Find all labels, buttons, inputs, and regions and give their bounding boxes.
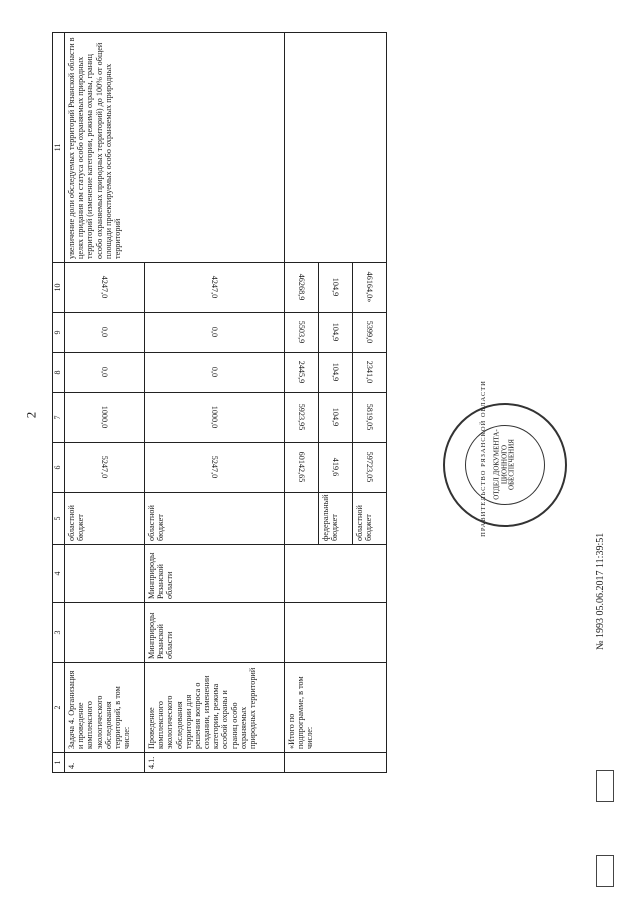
executor: Минприроды Рязанской области — [144, 545, 284, 603]
year-amount: 5399,0 — [352, 313, 386, 353]
stamp-ring-text: ПРАВИТЕЛЬСТВО РЯЗАНСКОЙ ОБЛАСТИ — [479, 380, 487, 537]
year-amount: 5503,9 — [284, 313, 318, 353]
total-amount: 5247,0 — [64, 443, 144, 493]
program-table — [52, 32, 387, 773]
executor — [64, 545, 144, 603]
responsible — [64, 603, 144, 663]
funding-source: областной бюджет — [352, 493, 386, 545]
year-amount: 0,0 — [64, 353, 144, 393]
total-amount: 60142,65 — [284, 443, 318, 493]
task-name: Проведение комплексного экологического обследования территории для решения вопроса о создании, изменении категории, режима особой охраны и границ особо охраняемых природных территорий — [144, 663, 284, 753]
header-cell: 7 — [53, 393, 65, 443]
total-label: «Итого по подпрограмме, в том числе: — [284, 663, 386, 753]
official-stamp — [443, 403, 567, 527]
year-amount: 0,0 — [144, 353, 284, 393]
row-number: 4.1. — [144, 753, 284, 773]
responsible — [284, 603, 386, 663]
barcode-stamp — [596, 855, 614, 887]
funding-source: областной бюджет — [64, 493, 144, 545]
executor — [284, 545, 386, 603]
funding-source — [284, 493, 318, 545]
year-amount: 46164,0» — [352, 263, 386, 313]
total-amount: 59723,05 — [352, 443, 386, 493]
header-cell: 9 — [53, 313, 65, 353]
year-amount: 2445,9 — [284, 353, 318, 393]
funding-source: федеральный бюджет — [318, 493, 352, 545]
responsible: Минприроды Рязанской области — [144, 603, 284, 663]
header-cell: 5 — [53, 493, 65, 545]
header-cell: 8 — [53, 353, 65, 393]
table-row — [284, 33, 318, 773]
header-cell: 6 — [53, 443, 65, 493]
expected-result — [284, 33, 386, 263]
year-amount: 0,0 — [64, 313, 144, 353]
year-amount: 5819,05 — [352, 393, 386, 443]
year-amount: 104,9 — [318, 393, 352, 443]
row-number: 4. — [64, 753, 144, 773]
funding-source: областной бюджет — [144, 493, 284, 545]
year-amount: 104,9 — [318, 313, 352, 353]
year-amount: 4247,0 — [144, 263, 284, 313]
year-amount: 46268,9 — [284, 263, 318, 313]
year-amount: 104,9 — [318, 353, 352, 393]
table-area — [52, 33, 382, 773]
header-cell: 11 — [53, 33, 65, 263]
header-row — [53, 33, 65, 773]
barcode-stamp — [596, 770, 614, 802]
year-amount: 4247,0 — [64, 263, 144, 313]
stamp-center-text: ОТДЕЛ ДОКУМЕНТА- ЦИОННОГО ОБЕСПЕЧЕНИЯ — [492, 429, 516, 501]
page-number: 2 — [23, 411, 39, 419]
year-amount: 0,0 — [144, 313, 284, 353]
year-amount: 5923,95 — [284, 393, 318, 443]
table-row — [64, 33, 144, 773]
task-name: Задача 4. Организация и проведение комплексного экологического обследования территорий, в том числе: — [64, 663, 144, 753]
header-cell: 3 — [53, 603, 65, 663]
total-amount: 5247,0 — [144, 443, 284, 493]
year-amount: 104,9 — [318, 263, 352, 313]
header-cell: 2 — [53, 663, 65, 753]
header-cell: 4 — [53, 545, 65, 603]
stamp-inner-ring — [465, 425, 545, 505]
year-amount: 1000,0 — [64, 393, 144, 443]
registration-footer: № 1993 05.06.2017 11:39:51 — [595, 532, 606, 650]
total-amount: 419,6 — [318, 443, 352, 493]
expected-result: увеличение доли обследуемых территорий Рязанской области в целях придания им статуса особо охраняемых природных территорий (изменение категории, режима охраны, границ особо охраняемых природных территорий) до 100% от общей площади проектируемых особо охраняемых природных территорий — [64, 33, 284, 263]
header-cell: 1 — [53, 753, 65, 773]
year-amount: 2341,0 — [352, 353, 386, 393]
year-amount: 1000,0 — [144, 393, 284, 443]
header-cell: 10 — [53, 263, 65, 313]
row-number — [284, 753, 386, 773]
